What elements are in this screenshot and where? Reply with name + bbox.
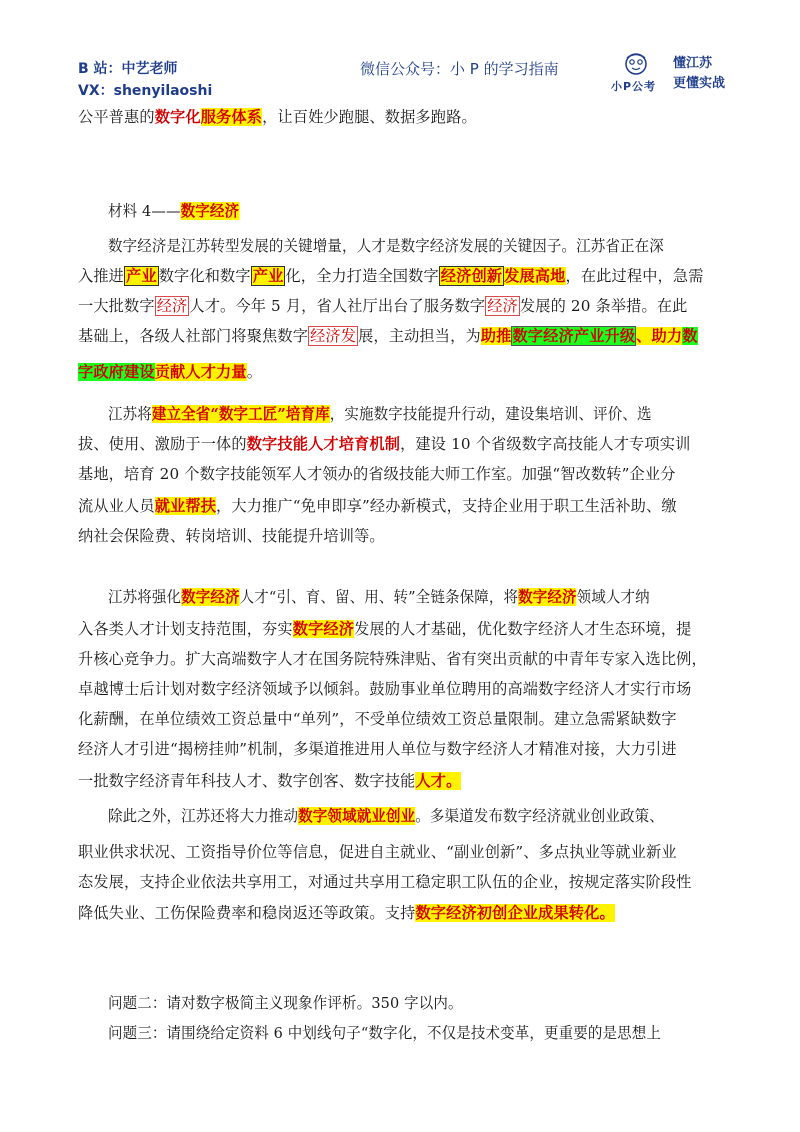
highlight-yellow: 助推 [480,327,512,345]
highlight-yellow: 数字领域就业创业 [298,807,416,825]
text-run: 基础上，各级人社部门将聚焦数字 [78,327,309,345]
text-run: 人才“引、育、留、用、转”全链条保障，将 [239,588,519,606]
paragraph-line [78,266,728,286]
text-run: ，大力推广“免申即享”经办新模式，支持企业用于职工生活补助、缴 [216,497,677,515]
logo-line1: 懂江苏 [673,56,713,71]
highlight-yellow: 建立全省“数字工匠”培育库 [151,405,330,423]
text-run: 人才。今年 5 月，省人社厅出台了服务数字 [189,297,486,315]
paragraph-line: 职业供求状况、工资指导价位等信息，促进自主就业、“副业创新”、多点执业等就业新业 [78,843,677,861]
highlight-yellow: 数字经济初创企业成果转化。 [415,904,615,922]
text-run: 。 [246,363,263,381]
text-run: 。多渠道发布数字经济就业创业政策、 [415,807,664,825]
text-run: ，建设 10 个省级数字高技能人才专项实训 [400,435,691,453]
boxed-text: 经济 [487,297,518,315]
wechat-label: 微信公众号：小 P 的学习指南 [360,60,559,78]
paragraph-line: 化薪酬，在单位绩效工资总量中“单列”，不受单位绩效工资总量限制。建立急需紧缺数字 [78,710,677,728]
text-run: 公平普惠的 [78,108,155,126]
text-run: 展，主动担当，为 [358,327,481,345]
text-run: ，让百姓少跑腿、数据多跑路。 [262,108,477,126]
text-run: ，在此过程中，急需 [565,267,704,285]
question-line: 问题二：请对数字极简主义现象作评析。350 字以内。 [108,994,463,1012]
paragraph-line: 经济人才引进“揭榜挂帅”机制，多渠道推进用人单位与数字经济人才精准对接，大力引进 [78,740,677,758]
text-run: 化，全力打造全国数字 [285,267,439,285]
logo-line2: 更懂实战 [673,76,726,91]
highlight-yellow: 数字经济 [180,202,240,220]
text-run: 降低失业、工伤保险费率和稳岗返还等政策。支持 [78,904,416,922]
paragraph-line [78,771,728,791]
highlight-green: 数字经济产业升级 [512,327,636,345]
text-run: 数字化和数字 [158,267,251,285]
paragraph-line: 态发展，支持企业依法共享用工，对通过共享用工稳定职工队伍的企业，按规定落实阶段性 [78,873,692,891]
highlight-yellow: 数字经济 [181,588,240,606]
text-run: 领域人才纳 [576,588,650,606]
paragraph-line [78,362,728,382]
paragraph-line [108,587,728,607]
text-run: 入各类人才计划支持范围，夯实 [78,620,293,638]
paragraph-line [108,404,728,424]
highlight-yellow: 、助力 [636,327,683,345]
highlight-yellow: 人才。 [415,772,462,790]
boxed-highlight: 经济创新 [440,267,503,285]
paragraph-line [78,434,728,454]
boxed-highlight: 产业 [126,267,157,285]
text-run: ，实施数字技能提升行动，建设集培训、评价、选 [329,405,652,423]
highlight-green: 数 [682,327,698,345]
paragraph-line [78,496,728,516]
text-run: 发展的人才基础，优化数字经济人才生态环境，提 [354,620,692,638]
vx-label: VX：shenyilaoshi [78,83,213,99]
text-run: 除此之外，江苏还将大力推动 [108,807,299,825]
paragraph-line: 卓越博士后计划对数字经济领域予以倾斜。鼓励事业单位聘用的高端数字经济人才实行市场 [78,680,692,698]
highlight-yellow: 就业帮扶 [154,497,217,515]
red-bold-text: 数字技能人才培育机制 [246,435,401,453]
paragraph-line [108,806,728,826]
highlight-yellow: 贡献人才力量 [154,363,247,381]
bilibili-label: B 站：中艺老师 [78,61,178,77]
paragraph-line [78,619,728,639]
paragraph-line [78,326,728,346]
paragraph-line: 数字经济是江苏转型发展的关键增量，人才是数字经济发展的关键因子。江苏省正在深 [108,237,664,255]
paragraph-line: 基地，培育 20 个数字技能领军人才领办的省级技能大师工作室。加强“智改数转”企业分 [78,465,676,483]
highlight-green: 字政府建设 [78,363,155,381]
text-run: 流从业人员 [78,497,155,515]
text-run: 江苏将 [108,405,152,423]
boxed-highlight: 产业 [252,267,284,285]
paragraph-line [78,903,728,923]
highlight-yellow: 发展高地 [504,267,566,285]
text-run: 数字化 [154,108,201,126]
paragraph-line: 升核心竞争力。扩大高端数字人才在国务院特殊津贴、省有突出贡献的中青年专家入选比例， [78,650,707,668]
text-run: 一批数字经济青年科技人才、数字创客、数字技能 [78,772,416,790]
paragraph-line: 纳社会保险费、转岗培训、技能提升培训等。 [78,527,385,545]
section-title [108,201,728,221]
highlight-yellow: 数字经济 [518,588,577,606]
text-run: 江苏将强化 [108,588,182,606]
text-run: 发展的 20 条举措。在此 [519,297,688,315]
text-run: 入推进 [78,267,125,285]
boxed-text: 经济 [156,297,188,315]
boxed-text: 经济发 [310,327,357,345]
paragraph-line [78,296,728,316]
text-run: 材料 4—— [108,202,181,220]
text-run: 一大批数字 [78,297,155,315]
paragraph-line [78,107,728,127]
question-line: 问题三：请围绕给定资料 6 中划线句子“数字化，不仅是技术变革，更重要的是思想上 [108,1024,662,1042]
logo-small-text: 小P公考 [611,80,657,93]
text-run: 拔、使用、激励于一体的 [78,435,247,453]
highlight-yellow: 服务体系 [200,108,263,126]
highlight-yellow: 数字经济 [292,620,355,638]
